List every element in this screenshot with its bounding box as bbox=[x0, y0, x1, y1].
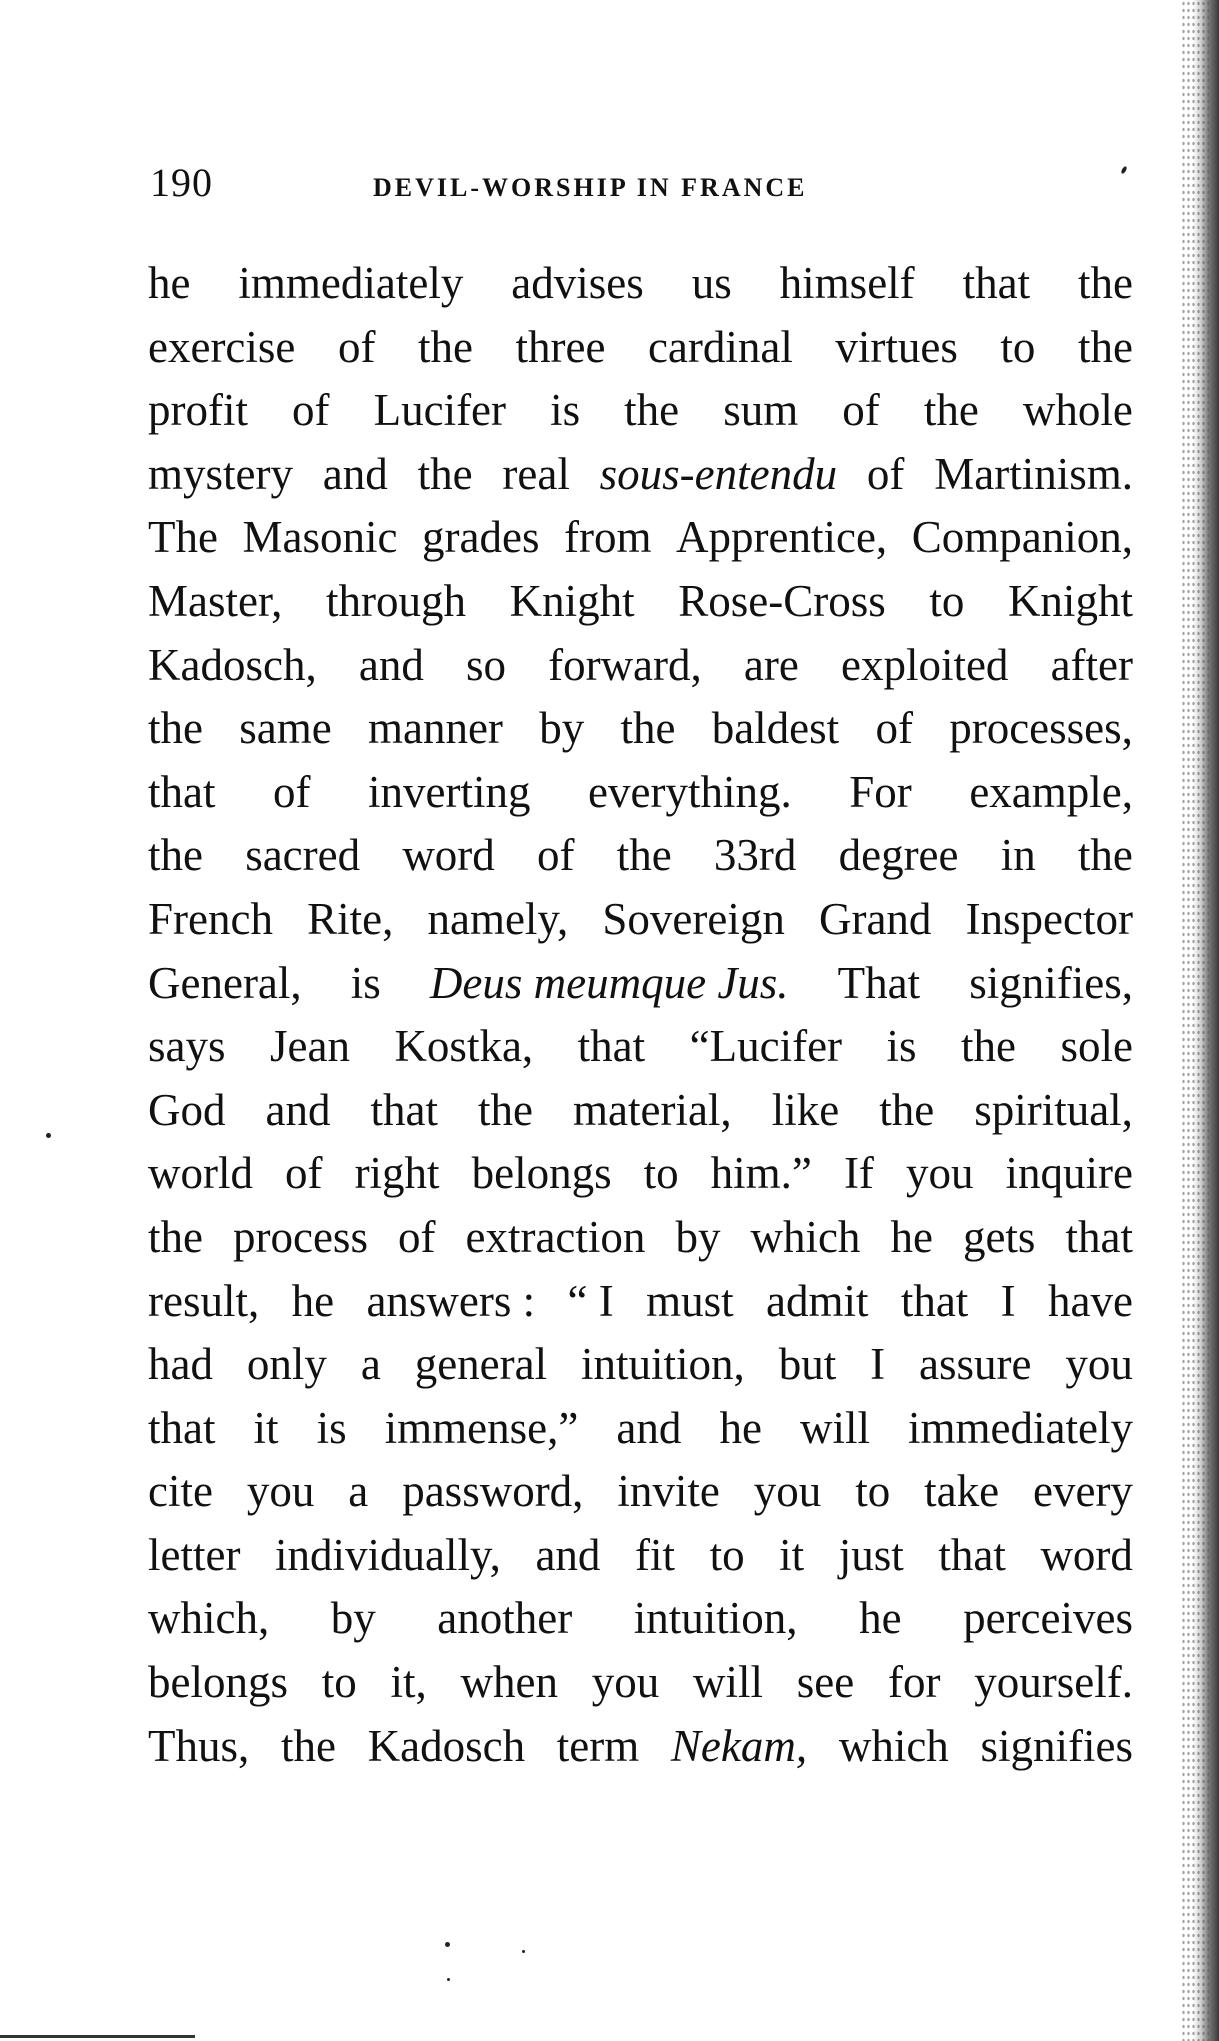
word: says bbox=[148, 1021, 226, 1072]
word: three bbox=[515, 321, 606, 372]
word: Grand bbox=[818, 893, 932, 944]
word: he bbox=[859, 1593, 902, 1644]
word: to bbox=[321, 1657, 357, 1708]
word: intuition, bbox=[581, 1339, 745, 1390]
word: by bbox=[330, 1593, 376, 1644]
word: for bbox=[888, 1657, 941, 1708]
word: is bbox=[550, 385, 581, 436]
word: “ I bbox=[567, 1275, 614, 1326]
word: the bbox=[624, 385, 680, 436]
word: word bbox=[1040, 1529, 1133, 1580]
word: extraction bbox=[465, 1211, 646, 1262]
page-number: 190 bbox=[150, 160, 213, 205]
word: when bbox=[460, 1657, 559, 1708]
word: grades bbox=[422, 512, 540, 563]
word: he bbox=[719, 1402, 762, 1453]
word: he bbox=[291, 1275, 335, 1326]
word: have bbox=[1048, 1275, 1133, 1326]
word: “Lucifer bbox=[689, 1021, 843, 1072]
word: Kostka, bbox=[394, 1021, 534, 1072]
text-line bbox=[148, 952, 1133, 1016]
text-line bbox=[148, 1015, 1133, 1079]
ink-speck bbox=[522, 1950, 525, 1953]
page-edge-texture bbox=[1181, 0, 1209, 2041]
word: real bbox=[502, 448, 570, 499]
word: whole bbox=[1022, 385, 1133, 436]
word: French bbox=[148, 893, 273, 944]
word: Jean bbox=[269, 1021, 350, 1072]
word: by bbox=[539, 703, 585, 754]
word: but bbox=[778, 1339, 837, 1390]
word: I bbox=[1000, 1275, 1016, 1326]
word: the bbox=[620, 703, 676, 754]
word: the bbox=[148, 703, 203, 754]
text-line bbox=[148, 443, 1133, 507]
word: immediately bbox=[908, 1402, 1133, 1453]
word: Companion, bbox=[911, 512, 1133, 563]
text-line bbox=[148, 697, 1133, 761]
word: exercise bbox=[148, 321, 296, 372]
word: to bbox=[1000, 321, 1036, 372]
word: that bbox=[962, 258, 1031, 308]
word: of bbox=[337, 321, 376, 372]
text-line bbox=[148, 634, 1133, 698]
text-line bbox=[148, 761, 1133, 825]
word: everything. bbox=[588, 766, 792, 817]
word: and bbox=[265, 1084, 331, 1135]
word: That bbox=[837, 957, 921, 1008]
word: advises bbox=[511, 258, 644, 308]
word: immense,” bbox=[384, 1402, 579, 1453]
word: the bbox=[148, 830, 203, 881]
word: God bbox=[148, 1084, 226, 1135]
word: that bbox=[1065, 1211, 1133, 1262]
word: must bbox=[646, 1275, 734, 1326]
word: Kadosch, bbox=[148, 639, 317, 690]
word: right bbox=[354, 1148, 440, 1199]
word: that bbox=[900, 1275, 969, 1326]
word: the bbox=[923, 385, 979, 436]
word: the bbox=[417, 321, 473, 372]
text-line bbox=[148, 1333, 1133, 1397]
word: and bbox=[535, 1529, 601, 1580]
word: it, bbox=[390, 1657, 427, 1708]
word: like bbox=[771, 1084, 840, 1135]
word: perceives bbox=[963, 1593, 1133, 1644]
word: to bbox=[929, 575, 965, 626]
word: inverting bbox=[368, 766, 531, 817]
word: another bbox=[437, 1593, 573, 1644]
word: cardinal bbox=[647, 321, 793, 372]
word: that bbox=[577, 1021, 646, 1072]
ink-speck bbox=[447, 1978, 450, 1981]
word: a bbox=[360, 1339, 381, 1390]
text-line bbox=[148, 570, 1133, 634]
word: assure bbox=[919, 1339, 1032, 1390]
word: it bbox=[779, 1529, 805, 1580]
word: which bbox=[838, 1720, 949, 1771]
word: which, bbox=[148, 1593, 270, 1644]
body-text bbox=[148, 252, 1133, 1778]
word: the bbox=[879, 1084, 935, 1135]
word: baldest bbox=[711, 703, 840, 754]
word: belongs bbox=[148, 1657, 288, 1708]
word: example, bbox=[969, 766, 1133, 817]
text-line bbox=[148, 1142, 1133, 1206]
word: that bbox=[148, 1402, 216, 1453]
text-line bbox=[148, 1651, 1133, 1715]
word: fit bbox=[635, 1529, 675, 1580]
word: signifies bbox=[980, 1720, 1133, 1771]
word: Kadosch bbox=[367, 1720, 526, 1771]
text-line bbox=[148, 1397, 1133, 1461]
word: mystery bbox=[148, 448, 293, 499]
text-line bbox=[148, 1715, 1133, 1779]
word: you bbox=[905, 1148, 974, 1199]
ink-speck bbox=[46, 1133, 51, 1138]
word: namely, bbox=[427, 893, 569, 944]
word: the bbox=[417, 448, 473, 499]
text-line bbox=[148, 824, 1133, 888]
word: For bbox=[849, 766, 912, 817]
word: of bbox=[875, 703, 913, 754]
word: will bbox=[799, 1402, 870, 1453]
word: is bbox=[886, 1021, 917, 1072]
word: material, bbox=[573, 1084, 732, 1135]
word: so bbox=[465, 639, 506, 690]
word: 33rd bbox=[713, 830, 797, 881]
word: a bbox=[348, 1466, 369, 1517]
word: from bbox=[564, 512, 652, 563]
word: the bbox=[1077, 321, 1133, 372]
word: belongs bbox=[471, 1148, 612, 1199]
text-line bbox=[148, 316, 1133, 380]
text-line bbox=[148, 1270, 1133, 1334]
text-line bbox=[148, 888, 1133, 952]
word: he bbox=[148, 258, 191, 308]
word: which bbox=[750, 1211, 861, 1262]
word: General, bbox=[148, 957, 302, 1008]
word: Sovereign bbox=[602, 893, 785, 944]
word: through bbox=[326, 575, 467, 626]
word: and bbox=[322, 448, 388, 499]
word: spiritual, bbox=[974, 1084, 1133, 1135]
word: by bbox=[675, 1211, 721, 1262]
word: Inspector bbox=[965, 893, 1133, 944]
word: password, bbox=[402, 1466, 584, 1517]
word: Thus, bbox=[148, 1720, 250, 1771]
word: to bbox=[855, 1466, 891, 1517]
word: Nekam, bbox=[670, 1720, 808, 1771]
text-line bbox=[148, 1079, 1133, 1143]
word: is bbox=[350, 957, 381, 1008]
word: answers : bbox=[366, 1275, 536, 1326]
ink-speck bbox=[1120, 166, 1127, 175]
word: you bbox=[591, 1657, 660, 1708]
word: take bbox=[924, 1466, 1000, 1517]
word: only bbox=[246, 1339, 327, 1390]
text-line bbox=[148, 506, 1133, 570]
text-line bbox=[148, 1524, 1133, 1588]
word: admit bbox=[765, 1275, 869, 1326]
word: intuition, bbox=[633, 1593, 798, 1644]
word: see bbox=[796, 1657, 855, 1708]
word: invite bbox=[617, 1466, 720, 1517]
word: Rite, bbox=[307, 893, 394, 944]
word: sole bbox=[1060, 1021, 1133, 1072]
word: Martinism. bbox=[934, 448, 1133, 499]
word: sous-entendu bbox=[599, 448, 838, 499]
word: I bbox=[870, 1339, 886, 1390]
word: general bbox=[414, 1339, 548, 1390]
word: of bbox=[285, 1148, 323, 1199]
word: the bbox=[616, 830, 672, 881]
word: of bbox=[273, 766, 311, 817]
running-head: DEVIL-WORSHIP IN FRANCE bbox=[373, 173, 808, 202]
word: and bbox=[616, 1402, 682, 1453]
word: are bbox=[743, 639, 799, 690]
word: individually, bbox=[275, 1529, 501, 1580]
word: Knight bbox=[1007, 575, 1133, 626]
word: the bbox=[1078, 258, 1133, 308]
word: him.” bbox=[710, 1148, 812, 1199]
word: himself bbox=[779, 258, 915, 308]
word: Lucifer bbox=[373, 385, 507, 436]
word: just bbox=[838, 1529, 904, 1580]
word: The bbox=[148, 512, 218, 563]
word: same bbox=[239, 703, 332, 754]
text-line bbox=[148, 1206, 1133, 1270]
word: in bbox=[1000, 830, 1036, 881]
word: inquire bbox=[1005, 1148, 1133, 1199]
word: forward, bbox=[548, 639, 702, 690]
word: exploited bbox=[840, 639, 1009, 690]
bottom-rule bbox=[0, 2035, 195, 2038]
text-line bbox=[148, 252, 1133, 316]
word: immediately bbox=[238, 258, 464, 308]
word: Rose-Cross bbox=[678, 575, 886, 626]
word: process bbox=[233, 1211, 368, 1262]
word: the bbox=[148, 1211, 203, 1262]
word: the bbox=[961, 1021, 1016, 1072]
word: term bbox=[556, 1720, 640, 1771]
word: word bbox=[402, 830, 495, 881]
word: signifies, bbox=[969, 957, 1133, 1008]
text-line bbox=[148, 1460, 1133, 1524]
word: you bbox=[1065, 1339, 1133, 1390]
word: yourself. bbox=[974, 1657, 1133, 1708]
word: letter bbox=[148, 1529, 241, 1580]
word: world bbox=[148, 1148, 253, 1199]
word: it bbox=[253, 1402, 279, 1453]
word: he bbox=[890, 1211, 933, 1262]
text-line bbox=[148, 379, 1133, 443]
word: that bbox=[938, 1529, 1006, 1580]
ink-speck bbox=[445, 1942, 450, 1947]
word: Master, bbox=[148, 575, 283, 626]
word: Knight bbox=[509, 575, 635, 626]
text-line bbox=[148, 1587, 1133, 1651]
word: is bbox=[316, 1402, 347, 1453]
word: cite bbox=[148, 1466, 213, 1517]
word: after bbox=[1050, 639, 1133, 690]
word: degree bbox=[838, 830, 959, 881]
word: result, bbox=[148, 1275, 260, 1326]
word: had bbox=[148, 1339, 213, 1390]
word: If bbox=[843, 1148, 874, 1199]
word: of bbox=[842, 385, 880, 436]
word: and bbox=[358, 639, 424, 690]
word: that bbox=[148, 766, 216, 817]
word: you bbox=[246, 1466, 315, 1517]
word: manner bbox=[367, 703, 503, 754]
word: of bbox=[292, 385, 330, 436]
word: every bbox=[1033, 1466, 1133, 1517]
word: of bbox=[397, 1211, 436, 1262]
word: gets bbox=[962, 1211, 1036, 1262]
word: of bbox=[537, 830, 575, 881]
word: Deus meumque Jus. bbox=[429, 957, 789, 1008]
word: profit bbox=[148, 385, 248, 436]
word: to bbox=[709, 1529, 745, 1580]
word: that bbox=[370, 1084, 438, 1135]
word: Apprentice, bbox=[676, 512, 888, 563]
word: the bbox=[478, 1084, 533, 1135]
word: to bbox=[643, 1148, 679, 1199]
word: of bbox=[866, 448, 905, 499]
word: virtues bbox=[835, 321, 958, 372]
word: processes, bbox=[949, 703, 1133, 754]
word: will bbox=[693, 1657, 764, 1708]
word: us bbox=[691, 258, 732, 308]
word: the bbox=[1077, 830, 1133, 881]
word: the bbox=[280, 1720, 336, 1771]
word: you bbox=[753, 1466, 822, 1517]
word: Masonic bbox=[242, 512, 398, 563]
word: sacred bbox=[245, 830, 361, 881]
word: sum bbox=[723, 385, 799, 436]
